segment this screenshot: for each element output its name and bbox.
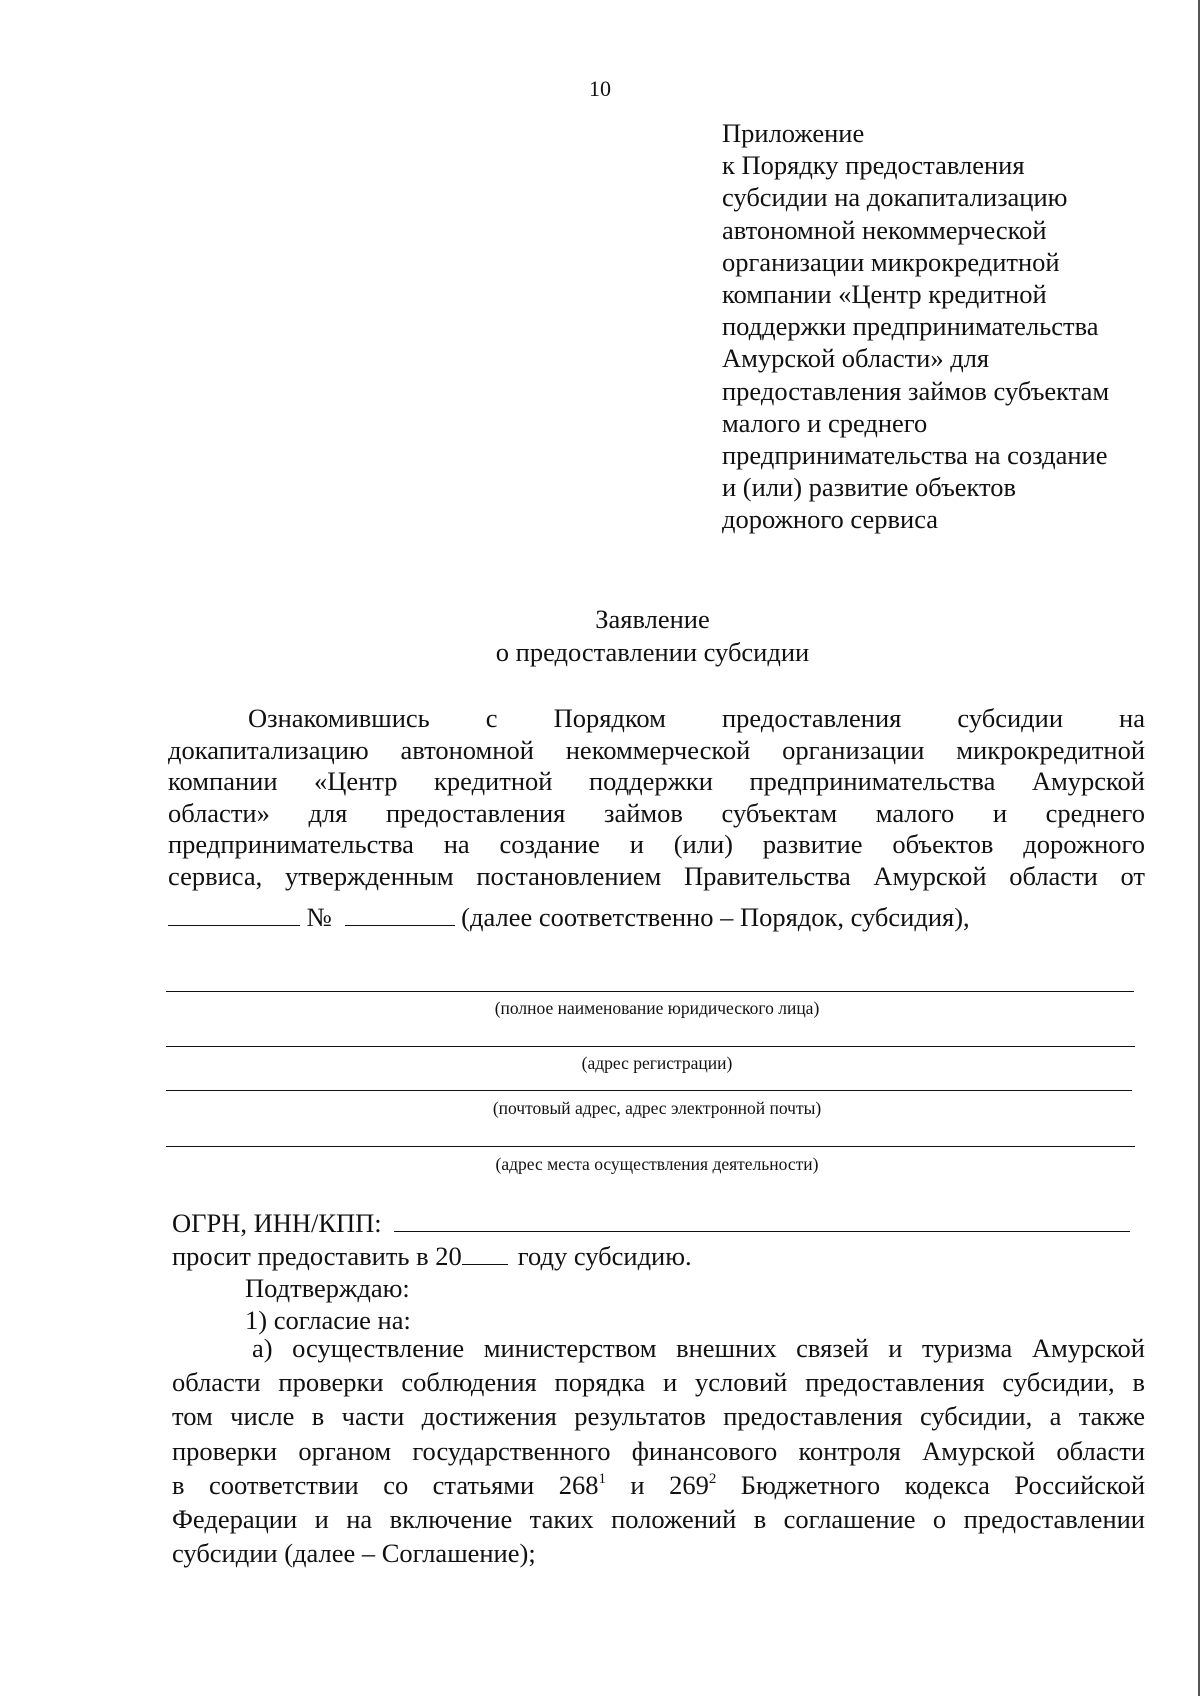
intro-line: предпринимательства на создание и (или) развитие объектов дорожного <box>168 829 1145 859</box>
registration-address-field-line[interactable] <box>166 1046 1135 1047</box>
request-line <box>172 1241 692 1272</box>
appendix-line: организации микрокредитной <box>722 246 1060 277</box>
activity-address-field-line[interactable] <box>166 1146 1135 1147</box>
page-number: 10 <box>589 76 611 101</box>
appendix-line: Амурской области» для <box>722 343 990 374</box>
intro-line: сервиса, утвержденным постановлением Правительства Амурской области от <box>168 860 1145 891</box>
item-a-paragraph <box>172 1331 1145 1570</box>
document-subtitle: о предоставлении субсидии <box>495 637 810 667</box>
intro-line: докапитализацию автономной некоммерческой организации микрокредитной <box>168 734 1145 765</box>
legal-name-field-line[interactable] <box>166 991 1134 992</box>
item-1: 1) согласие на: <box>245 1305 411 1335</box>
legal-name-caption: (полное наименование юридического лица) <box>494 998 820 1018</box>
ogrn-line <box>172 1208 1130 1239</box>
ogrn-label: ОГРН, ИНН/КПП: <box>172 1208 382 1238</box>
appendix-block <box>722 117 1182 536</box>
item-a-line: том числе в части достижения результатов предоставления субсидии, а также <box>172 1401 1145 1432</box>
request-text-after: году субсидию. <box>517 1241 692 1271</box>
appendix-line: дорожного сервиса <box>722 504 939 535</box>
document-title: Заявление <box>595 604 710 634</box>
intro-line: области» для предоставления займов субъектам малого и среднего <box>168 797 1145 828</box>
date-number-line <box>168 902 970 933</box>
appendix-line: малого и среднего <box>722 407 928 438</box>
article-superscript-2: 2 <box>708 1470 717 1487</box>
item-a-line: проверки органом государственного финансового контроля Амурской области <box>172 1435 1145 1466</box>
postal-address-caption: (почтовый адрес, адрес электронной почты) <box>492 1098 822 1118</box>
intro-line: Ознакомившись с Порядком предоставления субсидии на <box>248 703 1145 733</box>
registration-address-caption: (адрес регистрации) <box>581 1053 733 1073</box>
appendix-line: поддержки предпринимательства <box>722 311 1099 342</box>
appendix-line: субсидии на докапитализацию <box>722 182 1068 213</box>
date-line-tail: (далее соответственно – Порядок, субсидия), <box>461 902 970 932</box>
appendix-line: Приложение <box>722 118 865 148</box>
item-a-line: а) осуществление министерством внешних связей и туризма Амурской <box>252 1333 1145 1363</box>
appendix-line: компании «Центр кредитной <box>722 279 1047 310</box>
articles-text-2: и 269 <box>605 1469 709 1500</box>
postal-address-field-line[interactable] <box>166 1090 1132 1091</box>
appendix-line: предоставления займов субъектам <box>722 375 1110 406</box>
request-text-before: просит предоставить в 20 <box>172 1241 462 1271</box>
number-sign: № <box>306 902 332 932</box>
intro-line: компании «Центр кредитной поддержки предпринимательства Амурской <box>168 766 1145 796</box>
item-a-line: области проверки соблюдения порядка и условий предоставления субсидии, в <box>172 1367 1145 1398</box>
appendix-line: предпринимательства на создание <box>722 440 1108 471</box>
item-a-line: субсидии (далее – Соглашение); <box>172 1538 536 1569</box>
ogrn-field[interactable] <box>394 1209 1130 1232</box>
appendix-line: к Порядку предоставления <box>722 150 1025 181</box>
activity-address-caption: (адрес места осуществления деятельности) <box>495 1154 819 1174</box>
articles-text-3: Бюджетного кодекса Российской <box>716 1469 1146 1500</box>
articles-text-1: в соответствии со статьями 268 <box>172 1469 599 1500</box>
number-blank-field[interactable] <box>345 903 455 926</box>
article-superscript-1: 1 <box>598 1470 606 1487</box>
item-a-line: Федерации и на включение таких положений в соглашение о предоставлении <box>172 1503 1145 1534</box>
confirm-label: Подтверждаю: <box>245 1273 410 1303</box>
year-blank-field[interactable] <box>462 1242 508 1265</box>
appendix-line: автономной некоммерческой <box>722 214 1047 245</box>
appendix-line: и (или) развитие объектов <box>722 472 1017 503</box>
date-blank-field[interactable] <box>168 903 300 926</box>
item-a-line-articles <box>172 1468 1145 1502</box>
intro-paragraph <box>168 703 1145 892</box>
